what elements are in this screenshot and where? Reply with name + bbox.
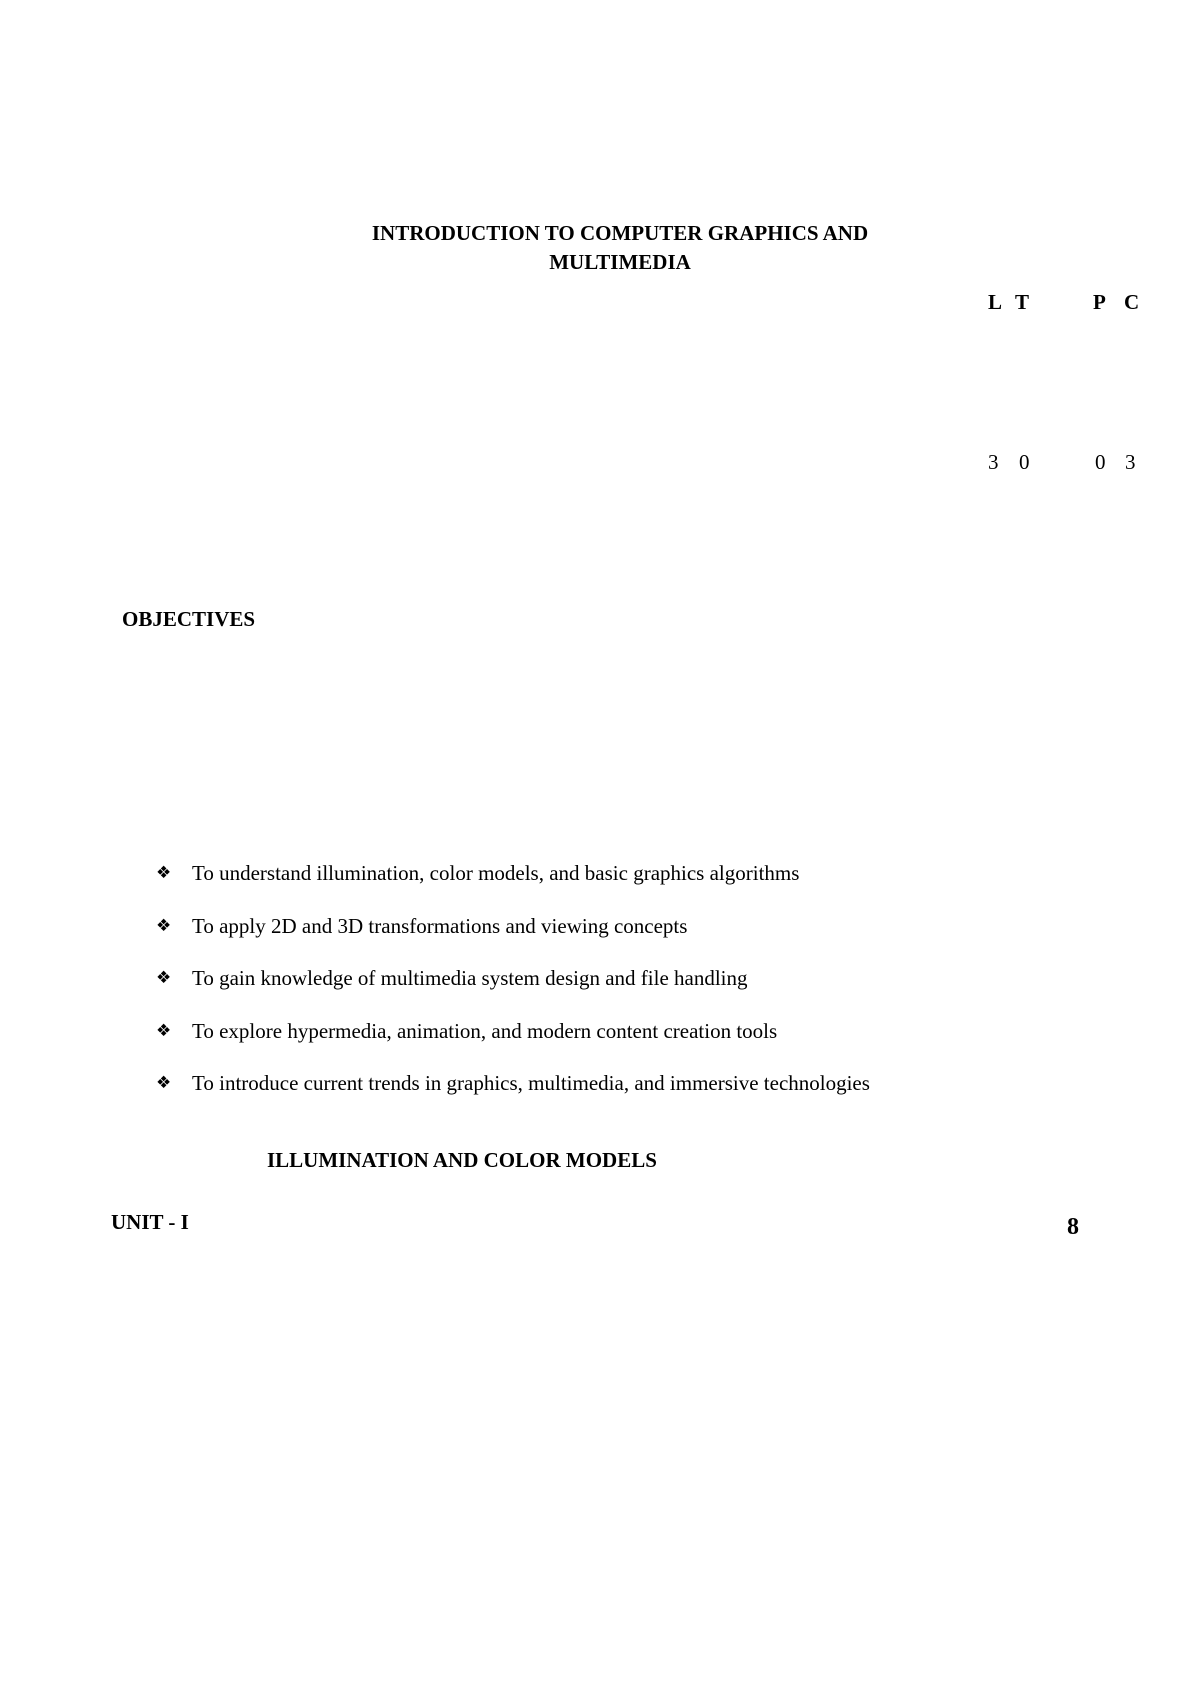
course-title-line-1: INTRODUCTION TO COMPUTER GRAPHICS AND bbox=[371, 221, 869, 245]
credit-value-l: 3 bbox=[988, 450, 999, 474]
diamond-bullet-icon: ❖ bbox=[156, 968, 172, 988]
objective-text: To gain knowledge of multimedia system design and file handling bbox=[192, 966, 748, 990]
objective-text: To apply 2D and 3D transformations and viewing concepts bbox=[192, 913, 688, 938]
list-item bbox=[156, 1070, 870, 1123]
list-item bbox=[156, 913, 870, 966]
unit-label: UNIT - I bbox=[111, 1210, 189, 1234]
diamond-bullet-icon: ❖ bbox=[156, 863, 172, 883]
list-item bbox=[156, 860, 870, 913]
unit-title: ILLUMINATION AND COLOR MODELS bbox=[267, 1148, 657, 1172]
credit-label-c: C bbox=[1124, 290, 1140, 314]
list-item bbox=[156, 965, 870, 1018]
objectives-heading: OBJECTIVES bbox=[122, 607, 256, 631]
diamond-bullet-icon: ❖ bbox=[156, 1020, 172, 1041]
credit-label-l: L bbox=[988, 290, 1003, 314]
diamond-bullet-icon: ❖ bbox=[156, 1073, 172, 1093]
list-item bbox=[156, 1018, 870, 1071]
credit-label-p: P bbox=[1093, 290, 1106, 314]
credit-label-t: T bbox=[1015, 290, 1030, 314]
credit-value-p: 0 bbox=[1095, 450, 1106, 474]
unit-hours: 8 bbox=[1067, 1214, 1079, 1240]
objectives-list bbox=[156, 860, 870, 1123]
objective-text: To explore hypermedia, animation, and modern content creation tools bbox=[192, 1018, 778, 1043]
course-title-line-2: MULTIMEDIA bbox=[549, 250, 691, 274]
diamond-bullet-icon: ❖ bbox=[156, 915, 172, 936]
objective-text: To introduce current trends in graphics, multimedia, and immersive technologies bbox=[192, 1071, 870, 1095]
objective-text: To understand illumination, color models, and basic graphics algorithms bbox=[192, 861, 800, 885]
credit-value-t: 0 bbox=[1019, 450, 1030, 474]
credit-value-c: 3 bbox=[1125, 450, 1136, 474]
